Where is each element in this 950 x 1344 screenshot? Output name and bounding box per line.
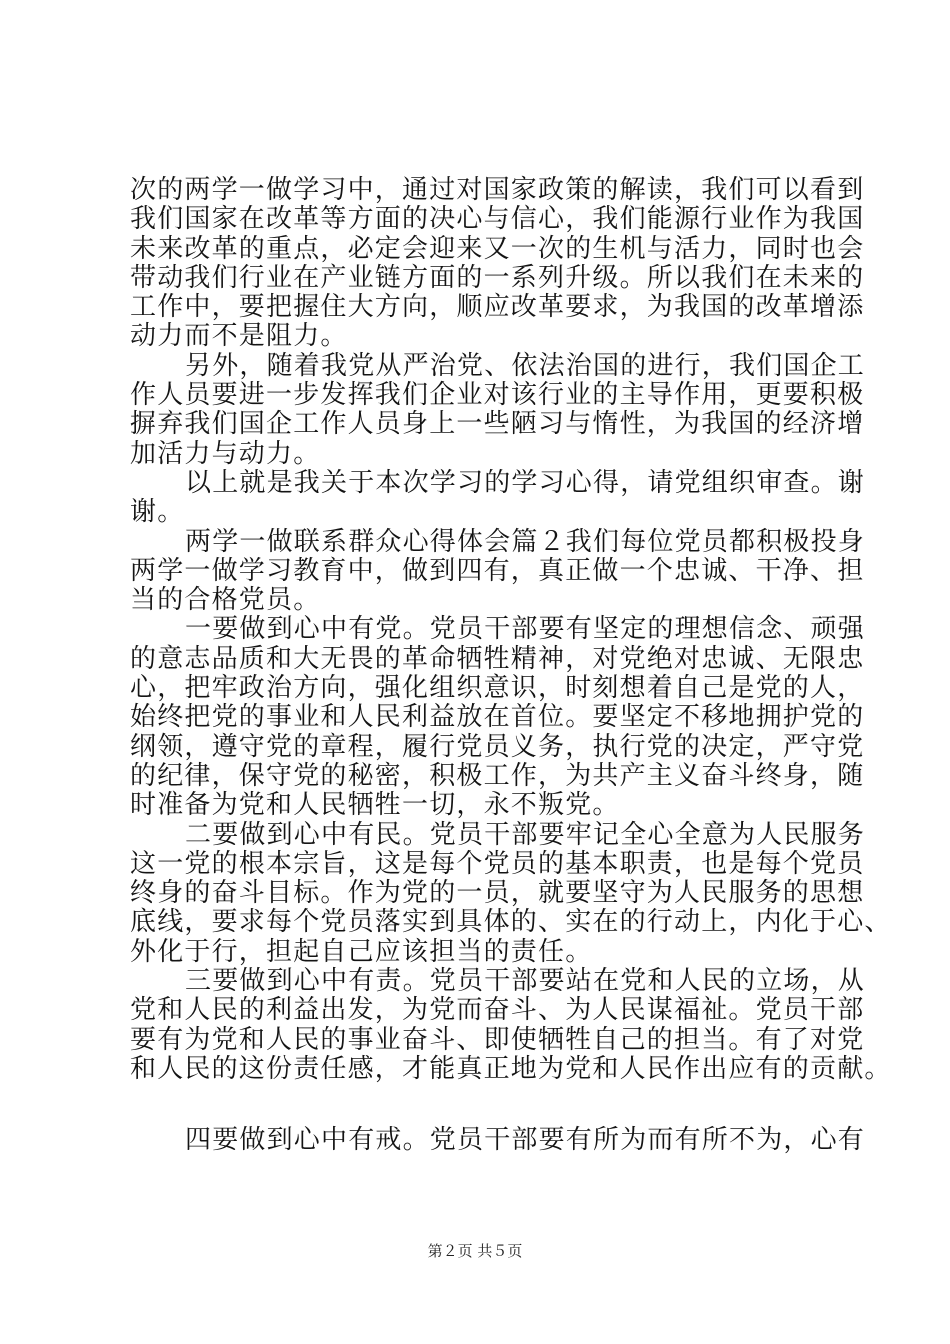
text-line: 的纪律，保守党的秘密，积极工作，为共产主义奋斗终身，随 bbox=[130, 760, 865, 791]
text-line: 我们国家在改革等方面的决心与信心，我们能源行业作为我国 bbox=[130, 204, 865, 235]
text-line: 外化于行，担起自己应该担当的责任。 bbox=[130, 936, 593, 967]
text-line: 三要做到心中有责。党员干部要站在党和人民的立场，从 bbox=[185, 966, 866, 997]
text-line: 带动我们行业在产业链方面的一系列升级。所以我们在未来的 bbox=[130, 262, 865, 293]
paragraph-4 bbox=[130, 526, 866, 616]
text-line: 工作中，要把握住大方向，顺应改革要求，为我国的改革增添 bbox=[130, 292, 865, 323]
paragraph-3 bbox=[130, 467, 866, 528]
text-line: 摒弃我们国企工作人员身上一些陋习与惰性，为我国的经济增 bbox=[130, 409, 865, 440]
text-line: 作人员要进一步发挥我们企业对该行业的主导作用，更要积极 bbox=[130, 380, 865, 411]
paragraph-spacer bbox=[130, 1084, 830, 1126]
paragraph-1 bbox=[130, 175, 865, 352]
page-number-footer: 第２页 共５页 bbox=[427, 1242, 523, 1260]
text-line: 纲领，遵守党的章程，履行党员义务，执行党的决定，严守党 bbox=[130, 731, 865, 762]
text-line: 终身的奋斗目标。作为党的一员，就要坚守为人民服务的思想 bbox=[130, 878, 865, 909]
text-line: 两学一做学习教育中，做到四有，真正做一个忠诚、干净、担 bbox=[130, 555, 865, 586]
text-line: 未来改革的重点，必定会迎来又一次的生机与活力，同时也会 bbox=[130, 233, 865, 264]
paragraph-5 bbox=[130, 614, 866, 821]
text-line: 心，把牢政治方向，强化组织意识，时刻想着自己是党的人， bbox=[130, 673, 865, 704]
text-line: 以上就是我关于本次学习的学习心得，请党组织审查。谢 bbox=[185, 467, 866, 498]
text-line: 次的两学一做学习中，通过对国家政策的解读，我们可以看到 bbox=[130, 175, 865, 205]
text-line: 两学一做联系群众心得体会篇２我们每位党员都积极投身 bbox=[185, 526, 866, 557]
paragraph-6 bbox=[130, 819, 892, 967]
paragraph-7 bbox=[130, 966, 892, 1084]
text-line: 加活力与动力。 bbox=[130, 438, 321, 469]
document-body bbox=[130, 175, 892, 1156]
text-line: 要有为党和人民的事业奋斗、即使牺牲自己的担当。有了对党 bbox=[130, 1024, 865, 1055]
text-line: 党和人民的利益出发，为党而奋斗、为人民谋福祉。党员干部 bbox=[130, 995, 865, 1026]
paragraph-8 bbox=[130, 1125, 866, 1156]
paragraph-2 bbox=[130, 350, 866, 469]
text-line: 始终把党的事业和人民利益放在首位。要坚定不移地拥护党的 bbox=[130, 702, 865, 733]
text-line: 谢。 bbox=[130, 497, 185, 528]
text-line: 当的合格党员。 bbox=[130, 585, 321, 616]
text-line: 动力而不是阻力。 bbox=[130, 321, 348, 352]
text-line: 二要做到心中有民。党员干部要牢记全心全意为人民服务 bbox=[185, 819, 866, 850]
text-line: 时准备为党和人民牺牲一切，永不叛党。 bbox=[130, 790, 620, 821]
text-line: 和人民的这份责任感，才能真正地为党和人民作出应有的贡献。 bbox=[130, 1053, 892, 1084]
text-line: 另外，随着我党从严治党、依法治国的进行，我们国企工 bbox=[185, 350, 866, 381]
text-line: 的意志品质和大无畏的革命牺牲精神，对党绝对忠诚、无限忠 bbox=[130, 643, 865, 674]
text-line: 底线，要求每个党员落实到具体的、实在的行动上，内化于心、 bbox=[130, 907, 892, 938]
text-line: 四要做到心中有戒。党员干部要有所为而有所不为，心有 bbox=[185, 1125, 866, 1156]
text-line: 这一党的根本宗旨，这是每个党员的基本职责，也是每个党员 bbox=[130, 848, 865, 879]
text-line: 一要做到心中有党。党员干部要有坚定的理想信念、顽强 bbox=[185, 614, 866, 645]
